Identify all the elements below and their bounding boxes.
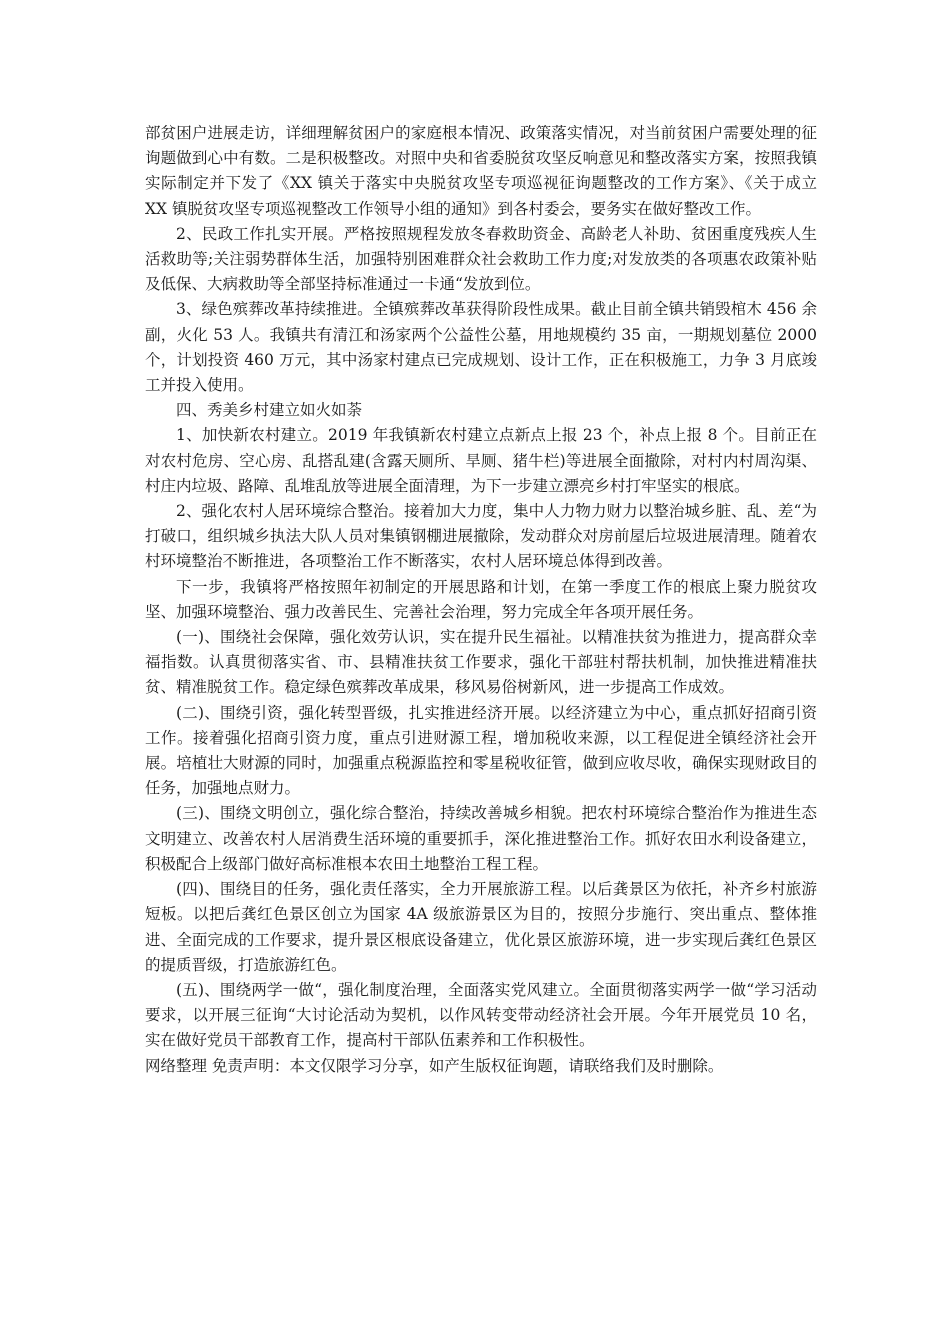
document-page bbox=[145, 121, 817, 1079]
paragraph-social-security: (一)、围绕社会保障，强化效劳认识，实在提升民生福祉。以精准扶贫为推进力，提高群众幸福指数。认真贯彻落实省、市、县精准扶贫工作要求，强化干部驻村帮扶机制，加快推进精准扶贫、精准脱贫工作。稳定绿色殡葬改革成果，移风易俗树新风，进一步提高工作成效。 bbox=[145, 628, 817, 697]
paragraph-tourism: (四)、围绕目的任务，强化责任落实，全力开展旅游工程。以后龚景区为依托，补齐乡村旅游短板。以把后龚红色景区创立为国家 4A 级旅游景区为目的，按照分步施行、突出重点、整体推进、全面完成的工作要求，提升景区根底设备建立，优化景区旅游环境，进一步实现后龚红色景区的提质晋级，打造旅游红色。 bbox=[145, 880, 817, 974]
paragraph-environment-rectification: 2、强化农村人居环境综合整治。接着加大力度，集中人力物力财力以整治城乡脏、乱、差“为打破口，组织城乡执法大队人员对集镇钢棚进展撤除，发动群众对房前屋后垃圾进展清理。随着农村环境整治不断推进，各项整治工作不断落实，农村人居环境总体得到改善。 bbox=[145, 502, 817, 571]
paragraph-next-steps: 下一步，我镇将严格按照年初制定的开展思路和计划，在第一季度工作的根底上聚力脱贫攻坚、加强环境整治、强力改善民生、完善社会治理，努力完成全年各项开展任务。 bbox=[145, 577, 817, 621]
paragraph-civilization: (三)、围绕文明创立，强化综合整治，持续改善城乡相貌。把农村环境综合整治作为推进生态文明建立、改善农村人居消费生活环境的重要抓手，深化推进整治工作。抓好农田水利设备建立，积极配合上级部门做好高标准根本农田土地整治工程工程。 bbox=[145, 804, 817, 873]
section-heading-beautiful-village: 四、秀美乡村建立如火如荼 bbox=[176, 401, 363, 420]
paragraph-investment: (二)、围绕引资，强化转型晋级，扎实推进经济开展。以经济建立为中心，重点抓好招商引资工作。接着强化招商引资力度，重点引进财源工程，增加税收来源，以工程促进全镇经济社会开展。培植壮大财源的同时，加强重点税源监控和零星税收征管，做到应收尽收，确保实现财政目的任务，加强地点财力。 bbox=[145, 703, 817, 798]
paragraph-funeral-reform: 3、绿色殡葬改革持续推进。全镇殡葬改革获得阶段性成果。截止目前全镇共销毁棺木 456 余副，火化 53 人。我镇共有清江和汤家两个公益性公墓，用地规模约 35 亩，一期规划墓位 2000 个，计划投资 460 万元，其中汤家村建点已完成规划、设计工作，正在积极施工，力争 3 月底竣工并投入使用。 bbox=[145, 300, 817, 395]
paragraph-party-building: (五)、围绕两学一做“，强化制度治理，全面落实党风建立。全面贯彻落实两学一做“学习活动要求，以开展三征询“大讨论活动为契机，以作风转变带动经济社会开展。今年开展党员 10 名，实在做好党员干部教育工作，提高村干部队伍素养和工作积极性。 bbox=[145, 980, 817, 1050]
paragraph-civil-affairs: 2、民政工作扎实开展。严格按照规程发放冬春救助资金、高龄老人补助、贫困重度残疾人生活救助等;关注弱势群体生活，加强特别困难群众社会救助工作力度;对发放类的各项惠农政策补贴及低保、大病救助等全部坚持标准通过一卡通“发放到位。 bbox=[145, 224, 817, 294]
paragraph-poverty-visits: 部贫困户进展走访，详细理解贫困户的家庭根本情况、政策落实情况，对当前贫困户需要处理的征询题做到心中有数。二是积极整改。对照中央和省委脱贫攻坚反响意见和整改落实方案，按照我镇实际制定并下发了《XX 镇关于落实中央脱贫攻坚专项巡视征询题整改的工作方案》、《关于成立 XX 镇脱贫攻坚专项巡视整改工作领导小组的通知》到各村委会，要务实在做好整改工作。 bbox=[145, 124, 817, 218]
disclaimer: 网络整理 免责声明：本文仅限学习分享，如产生版权征询题，请联络我们及时删除。 bbox=[145, 1056, 724, 1075]
paragraph-new-village: 1、加快新农村建立。2019 年我镇新农村建立点新点上报 23 个，补点上报 8 个。目前正在对农村危房、空心房、乱搭乱建(含露天厕所、旱厕、猪牛栏)等进展全面撤除，对村内村周沟渠、村庄内垃圾、路障、乱堆乱放等进展全面清理，为下一步建立漂亮乡村打牢坚实的根底。 bbox=[145, 426, 817, 495]
